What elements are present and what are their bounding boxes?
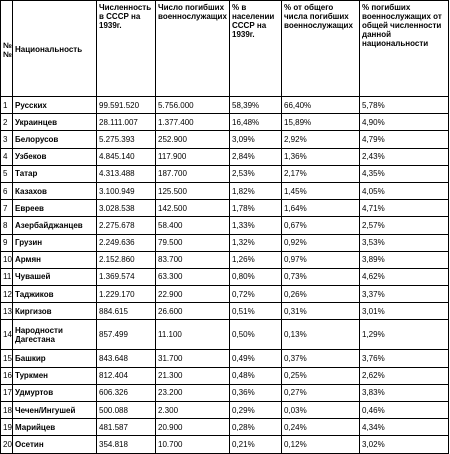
row-pct-population: 1,33% bbox=[230, 217, 282, 234]
row-killed: 58.400 bbox=[156, 217, 230, 234]
row-population: 4.313.488 bbox=[97, 165, 156, 182]
row-pct-population: 1,82% bbox=[230, 182, 282, 199]
row-killed: 79.500 bbox=[156, 234, 230, 251]
row-killed: 1.377.400 bbox=[156, 114, 230, 131]
table-row bbox=[1, 131, 449, 148]
row-number: 15 bbox=[1, 350, 13, 367]
row-pct-total-killed: 0,12% bbox=[282, 436, 360, 453]
row-pct-population: 2,84% bbox=[230, 148, 282, 165]
row-pct-killed-of-nationality: 3,53% bbox=[360, 234, 449, 251]
table-body bbox=[1, 97, 449, 454]
row-pct-total-killed: 0,27% bbox=[282, 384, 360, 401]
row-number: 11 bbox=[1, 268, 13, 285]
row-pct-population: 0,21% bbox=[230, 436, 282, 453]
row-population: 3.100.949 bbox=[97, 182, 156, 199]
table-row bbox=[1, 268, 449, 285]
row-population: 1.229.170 bbox=[97, 286, 156, 303]
table-row bbox=[1, 436, 449, 453]
row-pct-killed-of-nationality: 4,79% bbox=[360, 131, 449, 148]
row-population: 28.111.007 bbox=[97, 114, 156, 131]
table-row bbox=[1, 217, 449, 234]
row-number: 2 bbox=[1, 114, 13, 131]
row-nationality: Украинцев bbox=[13, 114, 97, 131]
row-pct-killed-of-nationality: 2,43% bbox=[360, 148, 449, 165]
row-population: 354.818 bbox=[97, 436, 156, 453]
row-killed: 26.600 bbox=[156, 303, 230, 320]
row-pct-total-killed: 0,26% bbox=[282, 286, 360, 303]
row-nationality: Туркмен bbox=[13, 367, 97, 384]
row-nationality: Евреев bbox=[13, 200, 97, 217]
row-number: 13 bbox=[1, 303, 13, 320]
row-pct-killed-of-nationality: 0,46% bbox=[360, 402, 449, 419]
header-population: Численность в СССР на 1939г. bbox=[97, 1, 156, 97]
row-pct-population: 0,51% bbox=[230, 303, 282, 320]
table-row bbox=[1, 114, 449, 131]
row-pct-population: 0,72% bbox=[230, 286, 282, 303]
row-nationality: Башкир bbox=[13, 350, 97, 367]
row-pct-population: 58,39% bbox=[230, 97, 282, 114]
row-pct-total-killed: 0,92% bbox=[282, 234, 360, 251]
table-row bbox=[1, 320, 449, 350]
row-nationality: Чечен/Ингушей bbox=[13, 402, 97, 419]
row-pct-total-killed: 15,89% bbox=[282, 114, 360, 131]
row-pct-total-killed: 0,24% bbox=[282, 419, 360, 436]
row-population: 857.499 bbox=[97, 320, 156, 350]
row-nationality: Удмуртов bbox=[13, 384, 97, 401]
row-pct-killed-of-nationality: 5,78% bbox=[360, 97, 449, 114]
row-pct-killed-of-nationality: 2,62% bbox=[360, 367, 449, 384]
row-pct-population: 3,09% bbox=[230, 131, 282, 148]
row-killed: 83.700 bbox=[156, 251, 230, 268]
table-row bbox=[1, 350, 449, 367]
row-killed: 142.500 bbox=[156, 200, 230, 217]
row-pct-population: 1,32% bbox=[230, 234, 282, 251]
row-pct-total-killed: 1,64% bbox=[282, 200, 360, 217]
row-number: 7 bbox=[1, 200, 13, 217]
row-killed: 2.300 bbox=[156, 402, 230, 419]
row-number: 9 bbox=[1, 234, 13, 251]
row-pct-population: 0,28% bbox=[230, 419, 282, 436]
row-population: 812.404 bbox=[97, 367, 156, 384]
row-pct-killed-of-nationality: 3,89% bbox=[360, 251, 449, 268]
row-pct-total-killed: 0,25% bbox=[282, 367, 360, 384]
row-number: 4 bbox=[1, 148, 13, 165]
row-pct-population: 0,50% bbox=[230, 320, 282, 350]
row-population: 4.845.140 bbox=[97, 148, 156, 165]
row-nationality: Узбеков bbox=[13, 148, 97, 165]
row-pct-killed-of-nationality: 3,37% bbox=[360, 286, 449, 303]
table-row bbox=[1, 303, 449, 320]
row-pct-killed-of-nationality: 3,83% bbox=[360, 384, 449, 401]
row-number: 17 bbox=[1, 384, 13, 401]
table-row bbox=[1, 286, 449, 303]
header-pct-population: % в населении СССР на 1939г. bbox=[230, 1, 282, 97]
row-killed: 20.900 bbox=[156, 419, 230, 436]
row-pct-killed-of-nationality: 2,57% bbox=[360, 217, 449, 234]
row-nationality: Белорусов bbox=[13, 131, 97, 148]
row-pct-killed-of-nationality: 3,01% bbox=[360, 303, 449, 320]
row-killed: 5.756.000 bbox=[156, 97, 230, 114]
table-row bbox=[1, 97, 449, 114]
table-row bbox=[1, 182, 449, 199]
row-killed: 22.900 bbox=[156, 286, 230, 303]
table-row bbox=[1, 384, 449, 401]
row-killed: 63.300 bbox=[156, 268, 230, 285]
row-number: 14 bbox=[1, 320, 13, 350]
row-population: 2.152.860 bbox=[97, 251, 156, 268]
header-nationality: Национальность bbox=[13, 1, 97, 97]
row-pct-population: 0,48% bbox=[230, 367, 282, 384]
row-number: 19 bbox=[1, 419, 13, 436]
row-number: 12 bbox=[1, 286, 13, 303]
row-nationality: Осетин bbox=[13, 436, 97, 453]
row-pct-population: 0,29% bbox=[230, 402, 282, 419]
row-pct-killed-of-nationality: 3,02% bbox=[360, 436, 449, 453]
header-killed: Число погибших военнослужащих bbox=[156, 1, 230, 97]
row-pct-total-killed: 1,36% bbox=[282, 148, 360, 165]
row-pct-killed-of-nationality: 4,90% bbox=[360, 114, 449, 131]
header-pct-total-killed: % от общего числа погибших военнослужащих bbox=[282, 1, 360, 97]
row-pct-population: 1,78% bbox=[230, 200, 282, 217]
row-population: 1.369.574 bbox=[97, 268, 156, 285]
row-number: 16 bbox=[1, 367, 13, 384]
row-nationality: Татар bbox=[13, 165, 97, 182]
row-pct-killed-of-nationality: 1,29% bbox=[360, 320, 449, 350]
row-pct-killed-of-nationality: 4,62% bbox=[360, 268, 449, 285]
row-pct-killed-of-nationality: 4,35% bbox=[360, 165, 449, 182]
row-pct-total-killed: 0,13% bbox=[282, 320, 360, 350]
row-nationality: Киргизов bbox=[13, 303, 97, 320]
row-number: 1 bbox=[1, 97, 13, 114]
row-pct-total-killed: 66,40% bbox=[282, 97, 360, 114]
row-pct-killed-of-nationality: 4,71% bbox=[360, 200, 449, 217]
row-population: 2.249.636 bbox=[97, 234, 156, 251]
table-row bbox=[1, 251, 449, 268]
header-pct-killed-of-nationality: % погибших военнослужащих от общей численности данной национальности bbox=[360, 1, 449, 97]
row-pct-total-killed: 0,73% bbox=[282, 268, 360, 285]
row-pct-total-killed: 2,17% bbox=[282, 165, 360, 182]
table-row bbox=[1, 165, 449, 182]
row-pct-population: 2,53% bbox=[230, 165, 282, 182]
row-nationality: Чувашей bbox=[13, 268, 97, 285]
row-killed: 10.700 bbox=[156, 436, 230, 453]
row-nationality: Грузин bbox=[13, 234, 97, 251]
row-population: 99.591.520 bbox=[97, 97, 156, 114]
row-killed: 21.300 bbox=[156, 367, 230, 384]
row-killed: 117.900 bbox=[156, 148, 230, 165]
row-pct-total-killed: 0,31% bbox=[282, 303, 360, 320]
table-row bbox=[1, 200, 449, 217]
table-header-row bbox=[1, 1, 449, 97]
row-population: 606.326 bbox=[97, 384, 156, 401]
row-number: 5 bbox=[1, 165, 13, 182]
row-pct-population: 0,80% bbox=[230, 268, 282, 285]
row-pct-total-killed: 0,67% bbox=[282, 217, 360, 234]
row-number: 8 bbox=[1, 217, 13, 234]
row-population: 481.587 bbox=[97, 419, 156, 436]
row-population: 500.088 bbox=[97, 402, 156, 419]
row-number: 10 bbox=[1, 251, 13, 268]
table-row bbox=[1, 234, 449, 251]
row-pct-population: 0,36% bbox=[230, 384, 282, 401]
row-population: 3.028.538 bbox=[97, 200, 156, 217]
row-killed: 23.200 bbox=[156, 384, 230, 401]
row-killed: 187.700 bbox=[156, 165, 230, 182]
table-row bbox=[1, 367, 449, 384]
row-killed: 31.700 bbox=[156, 350, 230, 367]
table-row bbox=[1, 419, 449, 436]
row-nationality: Азербайджанцев bbox=[13, 217, 97, 234]
row-pct-total-killed: 1,45% bbox=[282, 182, 360, 199]
row-nationality: Таджиков bbox=[13, 286, 97, 303]
row-number: 3 bbox=[1, 131, 13, 148]
row-killed: 252.900 bbox=[156, 131, 230, 148]
row-killed: 11.100 bbox=[156, 320, 230, 350]
row-nationality: Народности Дагестана bbox=[13, 320, 97, 350]
row-pct-killed-of-nationality: 3,76% bbox=[360, 350, 449, 367]
table-row bbox=[1, 402, 449, 419]
row-pct-killed-of-nationality: 4,05% bbox=[360, 182, 449, 199]
row-pct-total-killed: 0,97% bbox=[282, 251, 360, 268]
row-population: 2.275.678 bbox=[97, 217, 156, 234]
row-pct-total-killed: 0,03% bbox=[282, 402, 360, 419]
row-nationality: Армян bbox=[13, 251, 97, 268]
row-population: 5.275.393 bbox=[97, 131, 156, 148]
row-nationality: Казахов bbox=[13, 182, 97, 199]
row-pct-population: 0,49% bbox=[230, 350, 282, 367]
table-row bbox=[1, 148, 449, 165]
row-population: 843.648 bbox=[97, 350, 156, 367]
row-number: 18 bbox=[1, 402, 13, 419]
row-pct-population: 16,48% bbox=[230, 114, 282, 131]
row-pct-total-killed: 0,37% bbox=[282, 350, 360, 367]
row-number: 6 bbox=[1, 182, 13, 199]
row-nationality: Марийцев bbox=[13, 419, 97, 436]
row-nationality: Русских bbox=[13, 97, 97, 114]
row-pct-total-killed: 2,92% bbox=[282, 131, 360, 148]
row-pct-population: 1,26% bbox=[230, 251, 282, 268]
row-killed: 125.500 bbox=[156, 182, 230, 199]
row-population: 884.615 bbox=[97, 303, 156, 320]
row-pct-killed-of-nationality: 4,34% bbox=[360, 419, 449, 436]
row-number: 20 bbox=[1, 436, 13, 453]
header-number: № № bbox=[1, 1, 13, 97]
